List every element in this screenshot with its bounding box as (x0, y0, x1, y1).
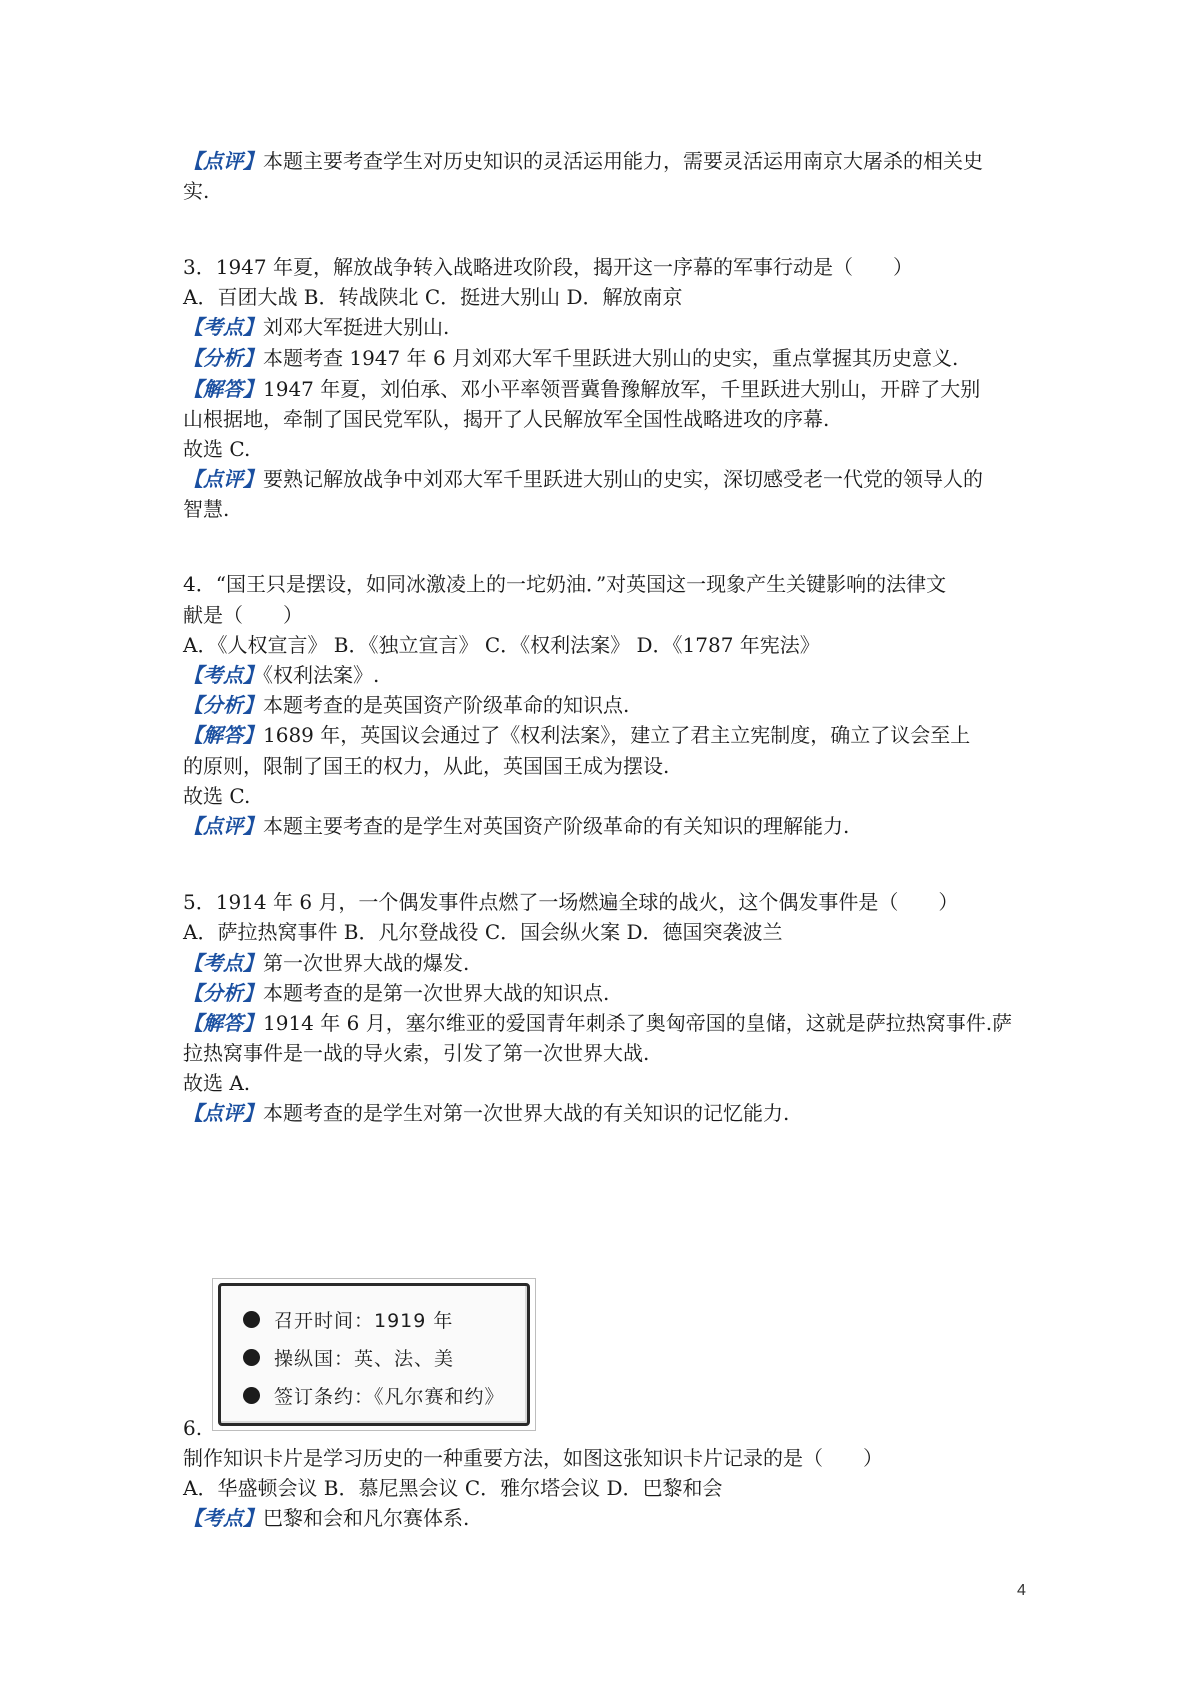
q5-stem: 5．1914 年 6 月，一个偶发事件点燃了一场燃遍全球的战火，这个偶发事件是（ ） (183, 890, 959, 914)
q5-options: A．萨拉热窝事件 B．凡尔登战役 C．国会纵火案 D．德国突袭波兰 (183, 920, 783, 944)
bullet-icon (243, 1311, 260, 1328)
q5-jieda-line1 (183, 1010, 1012, 1036)
q4-answer: 故选 C. (183, 784, 251, 808)
jieda-tag: 【解答】 (183, 1011, 263, 1035)
review-tag: 【点评】 (183, 1101, 263, 1125)
bullet-icon (243, 1387, 260, 1404)
review-text: 本题考查的是学生对第一次世界大战的有关知识的记忆能力. (263, 1101, 790, 1125)
page-number: 4 (1017, 1582, 1026, 1599)
card-countries-text: 操纵国：英、法、美 (274, 1348, 455, 1370)
review-tag: 【点评】 (183, 467, 263, 491)
kaodian-text: 第一次世界大战的爆发. (263, 951, 470, 975)
prev-review-line1 (183, 148, 983, 174)
review-tag: 【点评】 (183, 149, 263, 173)
review-text: 本题主要考查的是学生对英国资产阶级革命的有关知识的理解能力. (263, 814, 850, 838)
card-row-treaty (243, 1382, 505, 1409)
q3-fenxi (183, 345, 958, 371)
fenxi-tag: 【分析】 (183, 693, 263, 717)
q4-fenxi (183, 692, 629, 718)
q4-kaodian (183, 662, 379, 688)
jieda-text: 1914 年 6 月，塞尔维亚的爱国青年刺杀了奥匈帝国的皇储，这就是萨拉热窝事件.萨 (263, 1011, 1013, 1035)
jieda-text: 1947 年夏，刘伯承、邓小平率领晋冀鲁豫解放军，千里跃进大别山，开辟了大别 (263, 377, 981, 401)
q6-stem: 制作知识卡片是学习历史的一种重要方法，如图这张知识卡片记录的是（ ） (183, 1446, 883, 1470)
q4-stem-line2: 献是（ ） (183, 603, 303, 627)
fenxi-text: 本题考查的是英国资产阶级革命的知识点. (263, 693, 630, 717)
card-treaty-text: 签订条约：《凡尔赛和约》 (274, 1386, 505, 1408)
q5-answer: 故选 A. (183, 1071, 251, 1095)
q4-jieda-line2: 的原则，限制了国王的权力，从此，英国国王成为摆设. (183, 754, 670, 778)
q3-jieda-line1 (183, 376, 980, 402)
kaodian-text: 巴黎和会和凡尔赛体系. (263, 1506, 470, 1530)
review-text: 本题主要考查学生对历史知识的灵活运用能力，需要灵活运用南京大屠杀的相关史 (263, 149, 983, 173)
bullet-icon (243, 1349, 260, 1366)
q3-options: A．百团大战 B．转战陕北 C．挺进大别山 D．解放南京 (183, 285, 683, 309)
q5-kaodian (183, 950, 469, 976)
q6-number: 6. (183, 1416, 203, 1440)
fenxi-tag: 【分析】 (183, 346, 263, 370)
kaodian-text: 刘邓大军挺进大别山. (263, 315, 450, 339)
q3-answer: 故选 C. (183, 437, 251, 461)
q3-stem: 3．1947 年夏，解放战争转入战略进攻阶段，揭开这一序幕的军事行动是（ ） (183, 255, 913, 279)
prev-review-line2: 实. (183, 179, 210, 203)
card-time-text: 召开时间：1919 年 (274, 1310, 454, 1332)
review-text: 要熟记解放战争中刘邓大军千里跃进大别山的史实，深切感受老一代党的领导人的 (263, 467, 983, 491)
kaodian-text: 《权利法案》. (263, 663, 380, 687)
q5-fenxi (183, 980, 609, 1006)
q4-review (183, 813, 849, 839)
q3-jieda-line2: 山根据地，牵制了国民党军队，揭开了人民解放军全国性战略进攻的序幕. (183, 407, 830, 431)
q5-jieda-line2: 拉热窝事件是一战的导火索，引发了第一次世界大战. (183, 1041, 650, 1065)
q5-review (183, 1100, 789, 1126)
kaodian-tag: 【考点】 (183, 663, 263, 687)
card-row-countries (243, 1344, 454, 1371)
q3-kaodian (183, 314, 449, 340)
fenxi-text: 本题考查 1947 年 6 月刘邓大军千里跃进大别山的史实，重点掌握其历史意义. (263, 346, 959, 370)
jieda-text: 1689 年，英国议会通过了《权利法案》，建立了君主立宪制度，确立了议会至上 (263, 723, 971, 747)
kaodian-tag: 【考点】 (183, 315, 263, 339)
q3-review-line1 (183, 466, 983, 492)
q4-options: A．《人权宣言》 B．《独立宣言》 C．《权利法案》 D．《1787 年宪法》 (183, 633, 820, 657)
fenxi-text: 本题考查的是第一次世界大战的知识点. (263, 981, 610, 1005)
q4-stem-line1: 4．“国王只是摆设，如同冰激凌上的一坨奶油．”对英国这一现象产生关键影响的法律文 (183, 572, 947, 596)
jieda-tag: 【解答】 (183, 377, 263, 401)
q3-review-line2: 智慧. (183, 497, 230, 521)
fenxi-tag: 【分析】 (183, 981, 263, 1005)
card-row-time (243, 1306, 453, 1333)
q4-jieda-line1 (183, 722, 970, 748)
knowledge-card-image (218, 1283, 530, 1426)
review-tag: 【点评】 (183, 814, 263, 838)
q6-options: A．华盛顿会议 B．慕尼黑会议 C．雅尔塔会议 D．巴黎和会 (183, 1476, 723, 1500)
q6-kaodian (183, 1505, 469, 1531)
kaodian-tag: 【考点】 (183, 1506, 263, 1530)
jieda-tag: 【解答】 (183, 723, 263, 747)
kaodian-tag: 【考点】 (183, 951, 263, 975)
